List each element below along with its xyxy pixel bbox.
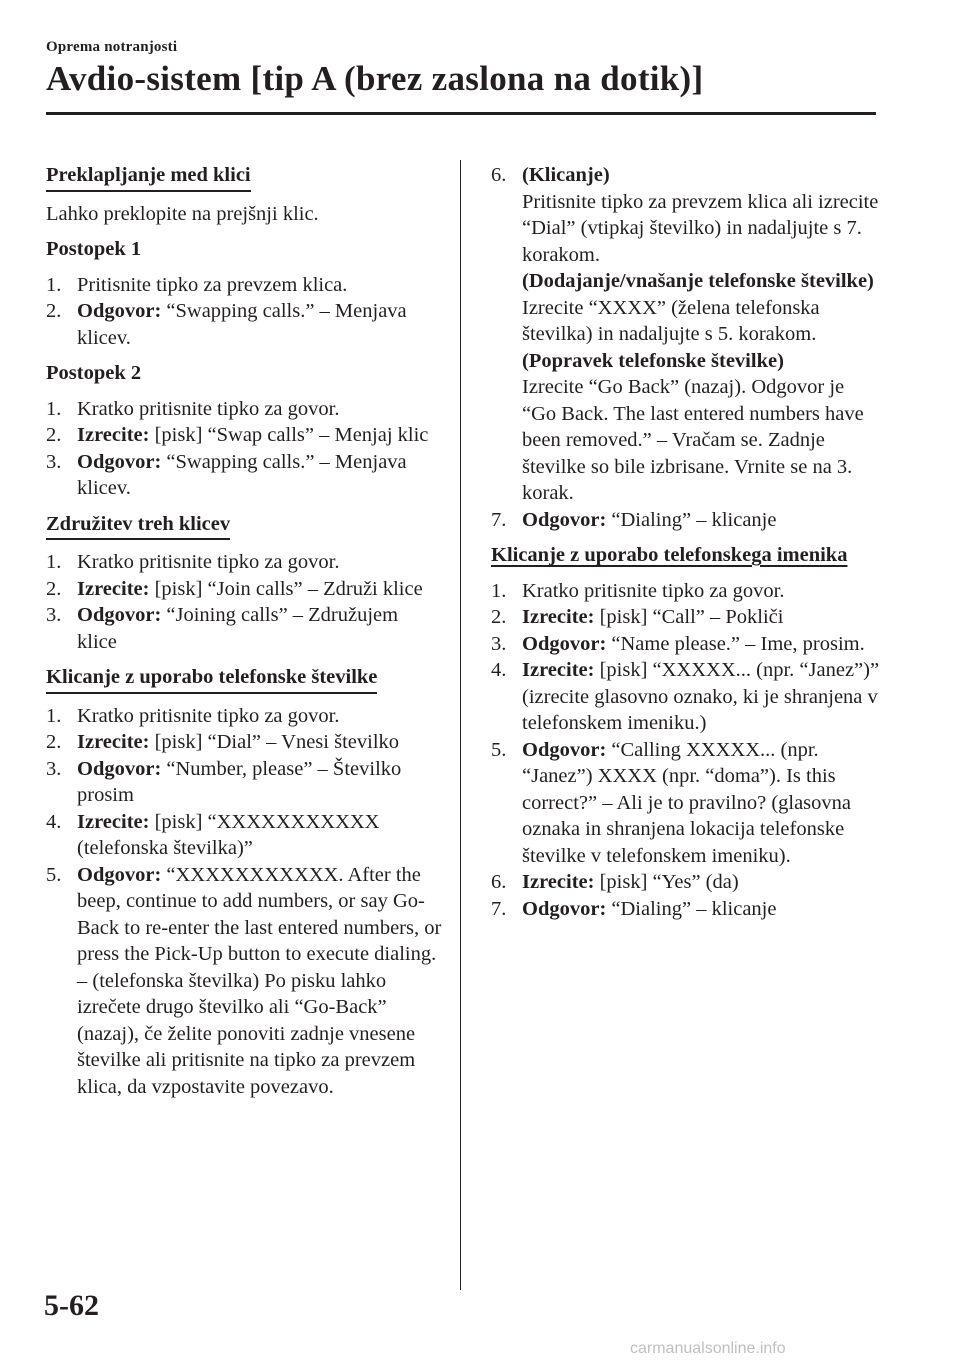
step-text xyxy=(77,549,442,576)
list-item xyxy=(46,809,442,862)
step-label: Odgovor: xyxy=(77,604,167,626)
procedure-1-list xyxy=(46,272,442,352)
list-item xyxy=(46,396,442,423)
list-item xyxy=(46,549,442,576)
list-item xyxy=(46,602,442,655)
column-divider xyxy=(460,160,461,1290)
step-number: 2. xyxy=(46,300,62,322)
step-body: “XXXXXXXXXXX. After the beep, continue to add numbers, or say Go-Back to re-enter the last entered numbers, or press the Pick-Up button to execute dialing. – (telefonska številka) Po pisku lahko izrečete drugo številko ali “Go-Back” (nazaj), če želite ponoviti zadnje vnesene številke ali pritisnite na tipko za prevzem klica, da vzpostavite povezavo. xyxy=(77,863,442,1098)
join-calls-list xyxy=(46,549,442,655)
step-text xyxy=(522,631,883,658)
step-number: 2. xyxy=(46,424,62,446)
list-item xyxy=(491,631,883,658)
list-item xyxy=(491,737,883,870)
step-body: Kratko pritisnite tipko za govor. xyxy=(77,397,340,420)
step-number: 4. xyxy=(46,810,62,833)
heading-dial-number: Klicanje z uporabo telefonske številke xyxy=(46,664,377,694)
step-body: [pisk] “Call” – Pokliči xyxy=(599,606,784,628)
step-body: “Calling XXXXX... (npr. “Janez”) XXXX (npr. “doma”). Is this correct?” – Ali je to pravilno? (glasovna oznaka in shranjena lokacija telefonske številke v telefonskem imeniku). xyxy=(522,738,852,867)
step-body: “Joining calls” – Združujem klice xyxy=(77,604,399,653)
step-text xyxy=(77,756,442,809)
step-text xyxy=(522,657,883,737)
step-label: Odgovor: xyxy=(522,632,612,655)
step-number: 1. xyxy=(46,273,62,296)
step-label: Odgovor: xyxy=(522,897,612,920)
step-text xyxy=(522,896,883,923)
step-text xyxy=(77,602,442,655)
step-6-add-text: Izrecite “XXXX” (želena telefonska številka) in nadaljujte s 5. korakom. xyxy=(522,296,820,345)
step-body: [pisk] “Dial” – Vnesi številko xyxy=(154,731,400,753)
step-body: [pisk] “Join calls” – Združi klice xyxy=(154,577,423,600)
step-number: 1. xyxy=(46,397,62,420)
procedure-2-list xyxy=(46,396,442,502)
step-text xyxy=(77,449,442,502)
step-body: “Name please.” – Ime, prosim. xyxy=(611,632,865,655)
watermark: carmanualsonline.info xyxy=(630,1340,786,1357)
page-header xyxy=(46,40,876,98)
list-item xyxy=(491,604,883,631)
step-number: 3. xyxy=(46,757,62,780)
dial-number-list xyxy=(46,703,442,1101)
step-label: Odgovor: xyxy=(522,738,612,761)
step-text xyxy=(522,737,883,870)
list-item xyxy=(491,896,883,923)
step-number: 3. xyxy=(46,450,62,473)
step-text xyxy=(77,396,442,423)
page-number: 5-62 xyxy=(44,1289,99,1322)
list-item xyxy=(46,862,442,1101)
step-6-fix-text: Izrecite “Go Back” (nazaj). Odgovor je “Go Back. The last entered numbers have been removed.” – Vračam se. Zadnje številke so bile izbrisane. Vrnite se na 3. korak. xyxy=(522,376,864,504)
dial-continued-list xyxy=(491,162,883,533)
step-number: 5. xyxy=(491,738,507,761)
list-item xyxy=(46,703,442,730)
step-text xyxy=(77,422,442,449)
step-number: 5. xyxy=(46,863,62,886)
step-text xyxy=(77,729,442,756)
step-body: Kratko pritisnite tipko za govor. xyxy=(77,704,340,727)
step-body: Pritisnite tipko za prevzem klica. xyxy=(77,273,348,296)
step-body: [pisk] “XXXXX... (npr. “Janez”)” (izrecite glasovno oznako, ki je shranjena v telefonskem imeniku.) xyxy=(522,659,880,734)
list-item xyxy=(46,756,442,809)
step-text xyxy=(522,578,883,605)
right-column xyxy=(491,162,883,931)
step-text xyxy=(77,298,442,351)
step-label: Izrecite: xyxy=(77,731,155,753)
list-item xyxy=(46,272,442,299)
list-item xyxy=(491,657,883,737)
step-text xyxy=(522,869,883,896)
step-number: 6. xyxy=(491,164,507,186)
heading-phonebook-wrap xyxy=(491,542,883,569)
header-rule xyxy=(46,112,876,115)
procedure-2-title: Postopek 2 xyxy=(46,362,142,384)
step-text xyxy=(522,604,883,631)
step-body: “Dialing” – klicanje xyxy=(611,897,777,920)
step-number: 7. xyxy=(491,897,507,920)
step-label: Odgovor: xyxy=(77,863,167,886)
list-item xyxy=(46,298,442,351)
step-number: 4. xyxy=(491,659,507,681)
step-6-add-head: (Dodajanje/vnašanje telefonske številke) xyxy=(522,270,874,292)
step-body: “Number, please” – Številko prosim xyxy=(77,757,402,806)
step-body: “Swapping calls.” – Menjava klicev. xyxy=(77,300,407,349)
step-text xyxy=(77,862,442,1101)
step-body: [pisk] “Yes” (da) xyxy=(599,871,739,893)
step-label: Izrecite: xyxy=(522,659,600,681)
step-body: Kratko pritisnite tipko za govor. xyxy=(522,579,785,602)
procedure-1-title: Postopek 1 xyxy=(46,238,142,260)
list-item xyxy=(46,576,442,603)
step-text xyxy=(77,576,442,603)
step-6-fix-head: (Popravek telefonske številke) xyxy=(522,349,784,372)
step-body: Kratko pritisnite tipko za govor. xyxy=(77,551,340,573)
step-label: Izrecite: xyxy=(77,424,155,446)
list-item xyxy=(491,507,883,534)
step-label: Odgovor: xyxy=(77,450,167,473)
list-item xyxy=(46,449,442,502)
step-text xyxy=(522,507,883,534)
step-text xyxy=(77,809,442,862)
step-label: Odgovor: xyxy=(522,508,612,531)
step-6-head: (Klicanje) xyxy=(522,164,610,186)
list-item xyxy=(46,422,442,449)
step-number: 3. xyxy=(491,632,507,655)
step-number: 2. xyxy=(46,731,62,753)
step-text xyxy=(77,272,442,299)
left-column xyxy=(46,162,442,1109)
heading-swap-calls: Preklapljanje med klici xyxy=(46,162,251,192)
list-item xyxy=(491,869,883,896)
step-6-text: Pritisnite tipko za prevzem klica ali izrecite “Dial” (vtipkaj številko) in nadaljujte s 7. korakom. xyxy=(522,190,879,266)
step-label: Izrecite: xyxy=(522,871,600,893)
step-body: [pisk] “Swap calls” – Menjaj klic xyxy=(154,424,429,446)
step-label: Odgovor: xyxy=(77,757,167,780)
step-label: Izrecite: xyxy=(77,577,155,600)
list-item xyxy=(491,162,883,507)
heading-phonebook: Klicanje z uporabo telefonskega imenika xyxy=(491,544,848,566)
page-title: Avdio-sistem [tip A (brez zaslona na dotik)] xyxy=(46,59,704,98)
step-text xyxy=(77,703,442,730)
step-number: 1. xyxy=(46,551,62,573)
step-label: Izrecite: xyxy=(522,606,600,628)
step-number: 3. xyxy=(46,604,62,626)
heading-join-calls: Združitev treh klicev xyxy=(46,511,230,541)
step-number: 1. xyxy=(46,704,62,727)
step-label: Odgovor: xyxy=(77,300,167,322)
step-body: “Swapping calls.” – Menjava klicev. xyxy=(77,450,407,499)
step-number: 6. xyxy=(491,871,507,893)
step-number: 2. xyxy=(491,606,507,628)
step-number: 2. xyxy=(46,577,62,600)
step-label: Izrecite: xyxy=(77,810,155,833)
step-body: [pisk] “XXXXXXXXXXX (telefonska številka)” xyxy=(77,810,380,859)
section-label: Oprema notranjosti xyxy=(46,39,178,55)
step-number: 1. xyxy=(491,579,507,602)
step-text xyxy=(522,162,883,507)
step-body: “Dialing” – klicanje xyxy=(611,508,777,531)
step-number: 7. xyxy=(491,508,507,531)
phonebook-list xyxy=(491,578,883,923)
intro-text: Lahko preklopite na prejšnji klic. xyxy=(46,202,319,225)
list-item xyxy=(46,729,442,756)
list-item xyxy=(491,578,883,605)
